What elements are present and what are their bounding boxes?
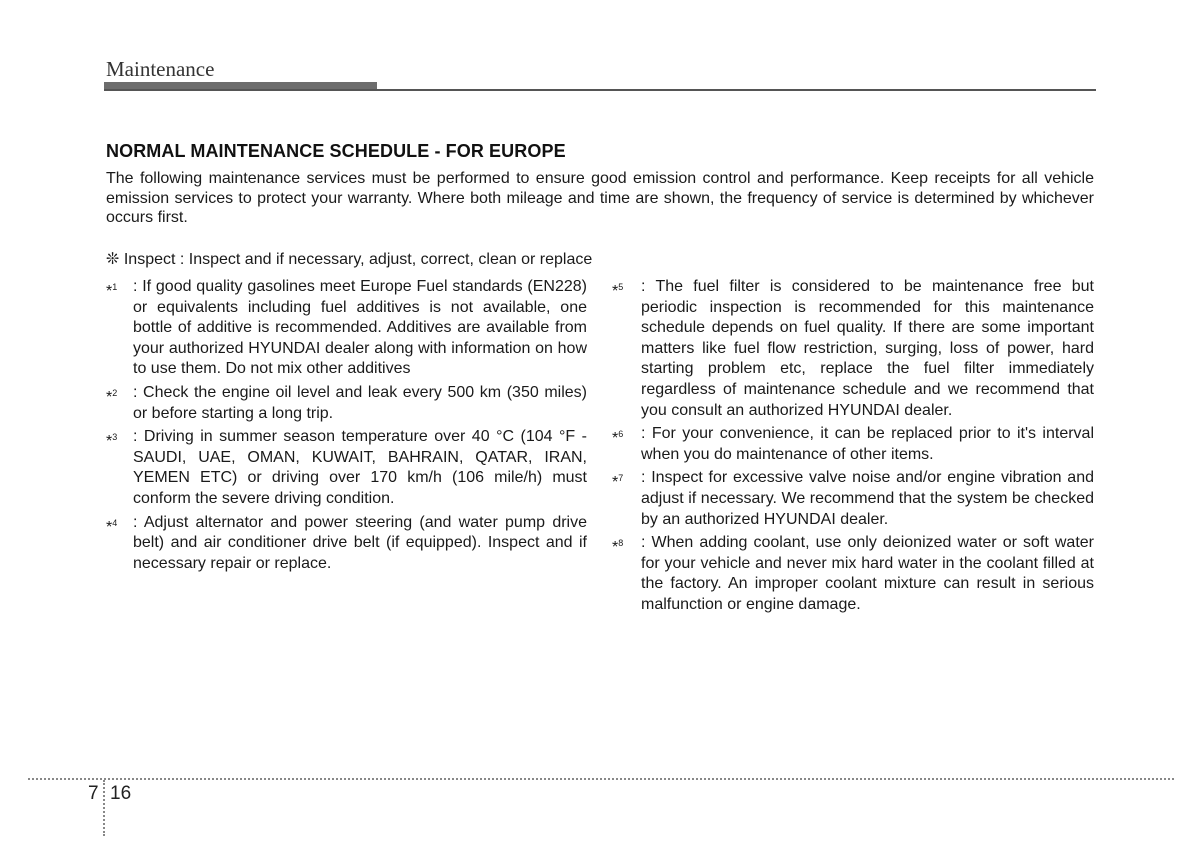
footnote-text: : If good quality gasolines meet Europe Fuel standards (EN228) or equivalents including fuel additives is not available, one bottle of additive is recommended. Additives are available from your authorized HYUNDAI dealer along with information on how to use them. Do not mix other additives (133, 278, 587, 378)
footnote-text: : Check the engine oil level and leak every 500 km (350 miles) or before starting a long trip. (133, 383, 587, 422)
footnote-text: : Inspect for excessive valve noise and/or engine vibration and adjust if necessary. We recommend that the system be checked by an authorized HYUNDAI dealer. (641, 469, 1094, 528)
chapter-number: 7 (88, 783, 99, 804)
footnote-4 (106, 513, 587, 575)
footnote-8 (612, 533, 1094, 615)
footnote-text: : When adding coolant, use only deionized water or soft water for your vehicle and never mix hard water in the coolant filled at the factory. An improper coolant mixture can result in serious malfunction or engine damage. (641, 534, 1094, 613)
footnote-text: : The fuel filter is considered to be maintenance free but periodic inspection is recommended for this maintenance schedule depends on fuel quality. If there are some important matters like fuel flow restriction, surging, loss of power, hard starting problem etc, replace the fuel filter immediately regardless of maintenance schedule and we recommend that you consult an authorized HYUNDAI dealer. (641, 278, 1094, 419)
footnote-marker: *$^4$ (106, 517, 118, 536)
footer-divider (28, 778, 1174, 780)
footnote-2 (106, 383, 587, 424)
footnote-marker: *$^3$ (106, 432, 118, 451)
footnote-7 (612, 468, 1094, 530)
footnote-3 (106, 427, 587, 509)
footnote-text: : Adjust alternator and power steering (and water pump drive belt) and air conditioner drive belt (if equipped). Inspect and if necessary repair or replace. (133, 513, 587, 572)
footnote-marker: *$^7$ (612, 473, 624, 492)
footnote-text: : Driving in summer season temperature over 40 °C (104 °F - SAUDI, UAE, OMAN, KUWAIT, BAHRAIN, QATAR, IRAN, YEMEN ETC) or driving over 170 km/h (106 mile/h) must conform the severe driving condition. (133, 428, 587, 507)
footer-page-divider (103, 780, 105, 836)
page-heading: NORMAL MAINTENANCE SCHEDULE - FOR EUROPE (106, 141, 566, 161)
footnote-5 (612, 277, 1094, 421)
intro-paragraph: The following maintenance services must be performed to ensure good emission control and performance. Keep receipts for all vehicle emission services to protect your warranty. Where both mileage and time are shown, the frequency of service is determined by whichever occurs first. (106, 170, 1094, 226)
footnote-marker: *$^1$ (106, 282, 118, 300)
footnote-6 (612, 424, 1094, 465)
page-number: 16 (110, 783, 132, 804)
footnote-1 (106, 277, 587, 380)
footnote-marker: *$^6$ (612, 429, 624, 448)
notes-right-column (612, 277, 1094, 619)
footnote-marker: *$^2$ (106, 387, 118, 406)
footnote-marker: *$^8$ (612, 538, 624, 557)
footnote-marker: *$^5$ (612, 282, 624, 300)
inspect-note: ❊ Inspect : Inspect and if necessary, adjust, correct, clean or replace (106, 251, 593, 268)
notes-left-column (106, 277, 587, 577)
header-rule-thin (104, 89, 1096, 91)
footnote-text: : For your convenience, it can be replaced prior to it's interval when you do maintenance of other items. (641, 425, 1094, 463)
section-title: Maintenance (106, 57, 215, 81)
